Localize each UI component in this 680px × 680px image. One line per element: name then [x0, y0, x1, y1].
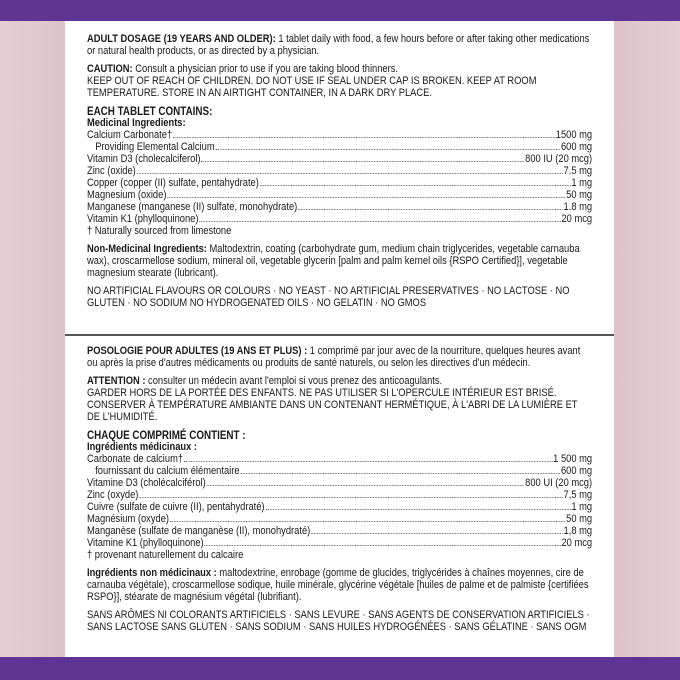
- dot-leader: [137, 173, 563, 174]
- ingredient-amount: 20 mcg: [561, 213, 593, 225]
- non-medicinal-text: Maltodextrin, coating (carbohydrate gum, medium chain triglycerides, vegetable carnauba wax), croscarmellose sodium, mineral oil, vegetable glycerin [palm and palm kernel oils {RSPO Certified}], vegetable magnesium stearate (lubricant).: [87, 243, 580, 279]
- right-margin: [614, 21, 680, 657]
- ingredient-row: [87, 189, 592, 201]
- dosage: [87, 345, 592, 369]
- dot-leader: [207, 485, 525, 486]
- bottom-band: [0, 657, 680, 680]
- ingredient-row: [87, 213, 592, 225]
- ingredient-amount: 20 mcg: [561, 537, 593, 549]
- ingredient-name: Carbonate de calcium†: [87, 453, 184, 465]
- ingredient-row: [87, 177, 592, 189]
- ingredient-name: Providing Elemental Calcium: [95, 141, 215, 153]
- language-divider: [65, 334, 614, 336]
- english-section: [87, 33, 592, 315]
- ingredient-amount: 50 mg: [566, 189, 593, 201]
- non-medicinal: [87, 243, 592, 279]
- ingredient-name: Vitamin D3 (cholecalciferol): [87, 153, 201, 165]
- dot-leader: [173, 137, 555, 138]
- dot-leader: [204, 545, 560, 546]
- non-medicinal-text: maltodextrine, enrobage (gomme de glucides, triglycérides à chaînes moyennes, cire de carnauba végétale), croscarmellose sodique, huile minérale, glycérine végétale [huiles de palme et de palmiste {certifiées RSPO}], stéarate de magnésium végétal (lubrifiant).: [87, 567, 589, 603]
- caution-label: CAUTION:: [87, 63, 133, 75]
- ingredient-row: [87, 129, 592, 141]
- ingredient-name: Zinc (oxyde): [87, 489, 139, 501]
- ingredient-name: Manganese (manganese (II) sulfate, monohydrate): [87, 201, 298, 213]
- ingredient-row: [87, 537, 592, 549]
- ingredient-row: [87, 465, 592, 477]
- ingredient-amount: 1.8 mg: [563, 201, 593, 213]
- dot-leader: [199, 221, 560, 222]
- free-from-claims: SANS ARÔMES NI COLORANTS ARTIFICIELS · SANS LEVURE · SANS AGENTS DE CONSERVATION ARTIFICIELS · SANS LACTOSE SANS GLUTEN · SANS SODIUM · SANS HUILES HYDROGÉNÉES · SANS GÉLATINE · SANS OGM: [87, 609, 590, 633]
- each-tablet-heading: CHAQUE COMPRIMÉ CONTIENT :: [87, 428, 246, 442]
- ingredient-name: Cuivre (sulfate de cuivre (II), pentahydraté): [87, 501, 265, 513]
- storage-warning: GARDER HORS DE LA PORTÉE DES ENFANTS. NE PAS UTILISER SI L'OPERCULE INTÉRIEUR EST BRISÉ. CONSERVER À TEMPÉRATURE AMBIANTE DANS UN CONTENANT HERMÉTIQUE, À L'ABRI DE LA LUMIÈRE ET DE L'HUMIDITÉ.: [87, 387, 578, 423]
- ingredient-row: [87, 165, 592, 177]
- dosage-text: 1 comprimé par jour avec de la nourriture, quelques heures avant ou après la prise d'autres médicaments ou produits de santé naturels, ou selon les directives d'un médecin.: [87, 345, 581, 369]
- dot-leader: [139, 497, 563, 498]
- ingredient-amount: 1 mg: [571, 177, 593, 189]
- caution-label: ATTENTION :: [87, 375, 146, 387]
- ingredient-name: Manganèse (sulfate de manganèse (II), monohydraté): [87, 525, 311, 537]
- ingredient-row: [87, 501, 592, 513]
- dosage: [87, 33, 592, 57]
- ingredient-amount: 600 mg: [560, 141, 593, 153]
- ingredient-name: Vitamine D3 (cholécalciférol): [87, 477, 206, 489]
- dosage-label: ADULT DOSAGE (19 YEARS AND OLDER):: [87, 33, 276, 45]
- ingredient-amount: 1,8 mg: [563, 525, 593, 537]
- dot-leader: [311, 533, 563, 534]
- ingredient-list: [87, 453, 592, 549]
- ingredient-name: Copper (copper (II) sulfate, pentahydrate): [87, 177, 259, 189]
- caution-text: Consult a physician prior to use if you are taking blood thinners.: [132, 63, 398, 75]
- dot-leader: [215, 149, 560, 150]
- ingredient-name: Calcium Carbonate†: [87, 129, 173, 141]
- non-medicinal-label: Ingrédients non médicinaux :: [87, 567, 217, 579]
- caution: [87, 63, 592, 75]
- ingredient-name: Vitamin K1 (phylloquinone): [87, 213, 199, 225]
- non-medicinal-label: Non-Medicinal Ingredients:: [87, 243, 207, 255]
- ingredient-amount: 800 UI (20 mcg): [525, 477, 593, 489]
- dot-leader: [240, 473, 560, 474]
- medicinal-heading: Ingrédients médicinaux :: [87, 441, 198, 453]
- french-section: [87, 345, 592, 639]
- dot-leader: [298, 209, 563, 210]
- ingredient-name: fournissant du calcium élémentaire: [95, 465, 240, 477]
- ingredient-row: [87, 489, 592, 501]
- dot-leader: [167, 197, 565, 198]
- footnote: † provenant naturellement du calcaire: [87, 549, 244, 561]
- ingredient-amount: 600 mg: [560, 465, 593, 477]
- ingredient-row: [87, 525, 592, 537]
- ingredient-name: Vitamine K1 (phylloquinone): [87, 537, 204, 549]
- dot-leader: [260, 185, 571, 186]
- ingredient-row: [87, 513, 592, 525]
- ingredient-row: [87, 453, 592, 465]
- top-band: [0, 0, 680, 21]
- ingredient-row: [87, 153, 592, 165]
- ingredient-amount: 1 500 mg: [553, 453, 593, 465]
- left-margin: [0, 21, 65, 657]
- ingredient-row: [87, 141, 592, 153]
- footnote: † Naturally sourced from limestone: [87, 225, 232, 237]
- ingredient-amount: 1500 mg: [555, 129, 593, 141]
- ingredient-amount: 7.5 mg: [563, 165, 593, 177]
- ingredient-amount: 1 mg: [571, 501, 593, 513]
- dot-leader: [265, 509, 570, 510]
- ingredient-amount: 800 IU (20 mcg): [525, 153, 593, 165]
- ingredient-row: [87, 201, 592, 213]
- caution: [87, 375, 592, 387]
- medicinal-heading: Medicinal Ingredients:: [87, 117, 186, 129]
- free-from-claims: NO ARTIFICIAL FLAVOURS OR COLOURS · NO YEAST · NO ARTIFICIAL PRESERVATIVES · NO LACTOSE · NO GLUTEN · NO SODIUM NO HYDROGENATED OILS · NO GELATIN · NO GMOS: [87, 285, 570, 309]
- each-tablet-heading: EACH TABLET CONTAINS:: [87, 104, 213, 118]
- dosage-label: POSOLOGIE POUR ADULTES (19 ANS ET PLUS) :: [87, 345, 308, 357]
- dosage-text: 1 tablet daily with food, a few hours before or after taking other medications or natural health products, or as directed by a physician.: [87, 33, 590, 57]
- ingredient-name: Magnésium (oxyde): [87, 513, 170, 525]
- ingredient-name: Zinc (oxide): [87, 165, 136, 177]
- dot-leader: [184, 461, 552, 462]
- ingredient-row: [87, 477, 592, 489]
- ingredient-amount: 50 mg: [566, 513, 593, 525]
- caution-text: consulter un médecin avant l'emploi si vous prenez des anticoagulants.: [145, 375, 443, 387]
- ingredient-list: [87, 129, 592, 225]
- ingredient-name: Magnesium (oxide): [87, 189, 167, 201]
- dot-leader: [201, 161, 524, 162]
- non-medicinal: [87, 567, 592, 603]
- ingredient-amount: 7,5 mg: [563, 489, 593, 501]
- dot-leader: [170, 521, 565, 522]
- storage-warning: KEEP OUT OF REACH OF CHILDREN. DO NOT USE IF SEAL UNDER CAP IS BROKEN. KEEP AT ROOM TEMPERATURE. STORE IN AN AIRTIGHT CONTAINER, IN A DARK DRY PLACE.: [87, 75, 537, 99]
